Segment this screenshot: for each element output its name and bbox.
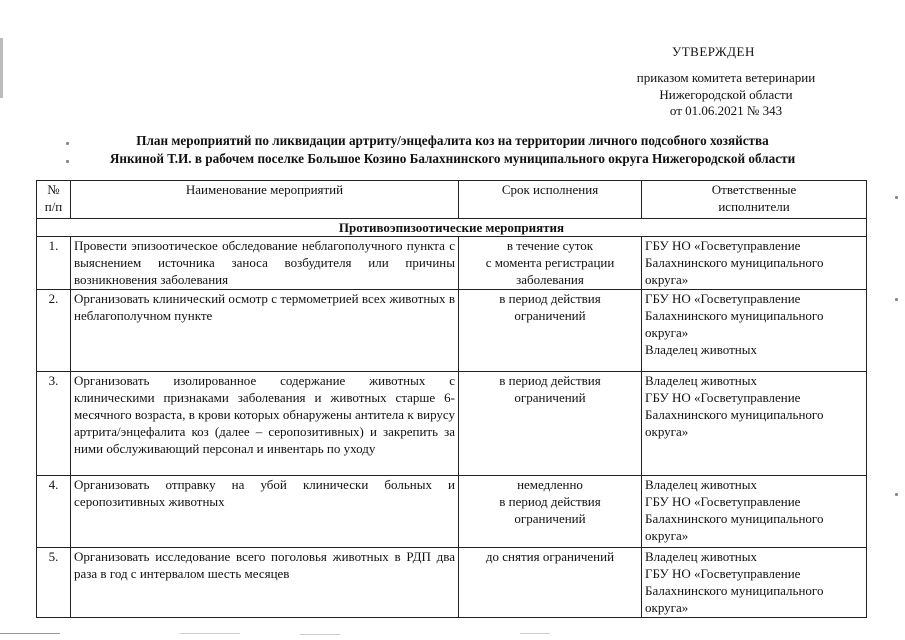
resp-line: Владелец животных <box>645 373 757 388</box>
scan-dot <box>66 142 69 145</box>
scan-dot <box>895 493 898 496</box>
term-line: до снятия ограничений <box>485 549 615 564</box>
row-num: 3. <box>37 372 71 476</box>
table-row <box>37 372 867 476</box>
row-name: Организовать отправку на убой клинически больных и серопозитивных животных <box>71 476 459 548</box>
resp-line: округа» <box>645 272 689 287</box>
resp-line: Владелец животных <box>645 549 757 564</box>
term-line: заболевания <box>516 272 584 287</box>
table-header-row <box>37 181 867 219</box>
resp-line: Балахнинского муниципального <box>645 583 824 598</box>
scan-bottom-mark <box>180 633 240 634</box>
table-row <box>37 237 867 290</box>
scan-dot <box>895 298 898 301</box>
row-responsible <box>642 372 867 476</box>
table-row <box>37 548 867 618</box>
row-responsible <box>642 548 867 618</box>
resp-line: ГБУ НО «Госветуправление <box>645 390 801 405</box>
header-responsible <box>642 181 867 219</box>
row-name: Организовать изолированное содержание животных с клиническими признаками заболевания и животных старше 6-месячного возраста, в крови которых обнаружены антитела к вирусу артрита/энцефалита коз (далее – серопозитивных) и закрепить за ними обслуживающий персонал и инвентарь по уходу <box>71 372 459 476</box>
term-line: ограничений <box>514 390 586 405</box>
resp-line: Балахнинского муниципального <box>645 407 824 422</box>
header-resp-line-2: исполнители <box>718 199 790 214</box>
resp-line: Балахнинского муниципального <box>645 255 824 270</box>
approval-heading: УТВЕРЖДЕН <box>672 44 755 59</box>
resp-line: ГБУ НО «Госветуправление <box>645 291 801 306</box>
section-title: Противоэпизоотические мероприятия <box>37 219 867 237</box>
resp-line: Балахнинского муниципального <box>645 511 824 526</box>
document-title-line-2: Янкиной Т.И. в рабочем поселке Большое Козино Балахнинского муниципального округа Нижегородской области <box>109 151 796 166</box>
approval-line-1: приказом комитета ветеринарии <box>636 70 816 85</box>
approval-line-3: от 01.06.2021 № 343 <box>669 103 783 118</box>
resp-line: округа» <box>645 528 689 543</box>
row-term <box>459 237 642 290</box>
scan-dot <box>895 196 898 199</box>
term-line: ограничений <box>514 511 586 526</box>
term-line: в период действия <box>499 494 601 509</box>
resp-line: ГБУ НО «Госветуправление <box>645 494 801 509</box>
resp-line: ГБУ НО «Госветуправление <box>645 238 801 253</box>
header-num <box>37 181 71 219</box>
scan-bottom-mark <box>520 633 550 634</box>
row-name: Организовать клинический осмотр с термометрией всех животных в неблагополучном пункте <box>71 290 459 372</box>
table-row <box>37 476 867 548</box>
term-line: ограничений <box>514 308 586 323</box>
resp-line: округа» <box>645 325 689 340</box>
row-num: 2. <box>37 290 71 372</box>
resp-line: ГБУ НО «Госветуправление <box>645 566 801 581</box>
row-num: 4. <box>37 476 71 548</box>
row-responsible <box>642 237 867 290</box>
header-term: Срок исполнения <box>459 181 642 219</box>
term-line: немедленно <box>517 477 583 492</box>
term-line: в период действия <box>499 373 601 388</box>
approval-line-2: Нижегородской области <box>659 87 793 102</box>
scan-bottom-mark <box>300 634 340 635</box>
header-resp-line-1: Ответственные <box>711 182 797 197</box>
row-name: Организовать исследование всего поголовья животных в РДП два раза в год с интервалом шесть месяцев <box>71 548 459 618</box>
row-term <box>459 476 642 548</box>
term-line: с момента регистрации <box>485 255 615 270</box>
resp-line: Владелец животных <box>645 477 757 492</box>
header-name: Наименование мероприятий <box>71 181 459 219</box>
term-line: в период действия <box>499 291 601 306</box>
row-responsible <box>642 476 867 548</box>
term-line: в течение суток <box>506 238 594 253</box>
resp-line: Владелец животных <box>645 342 757 357</box>
row-term <box>459 548 642 618</box>
resp-line: округа» <box>645 600 689 615</box>
plan-table <box>36 180 867 618</box>
resp-line: округа» <box>645 424 689 439</box>
document-title-line-1: План мероприятий по ликвидации артриту/энцефалита коз на территории личного подсобного хозяйства <box>136 133 769 148</box>
resp-line: Балахнинского муниципального <box>645 308 824 323</box>
row-term <box>459 290 642 372</box>
scan-edge-mark <box>0 38 3 98</box>
row-name: Провести эпизоотическое обследование неблагополучного пункта с выяснением источника заноса возбудителя или причины возникновения заболевания <box>71 237 459 290</box>
scan-dot <box>66 160 69 163</box>
row-num: 5. <box>37 548 71 618</box>
row-num: 1. <box>37 237 71 290</box>
table-row <box>37 290 867 372</box>
header-num-line-1: № <box>47 182 60 197</box>
header-num-line-2: п/п <box>44 199 63 214</box>
row-responsible <box>642 290 867 372</box>
section-row <box>37 219 867 237</box>
row-term <box>459 372 642 476</box>
scan-bottom-mark <box>0 633 60 634</box>
